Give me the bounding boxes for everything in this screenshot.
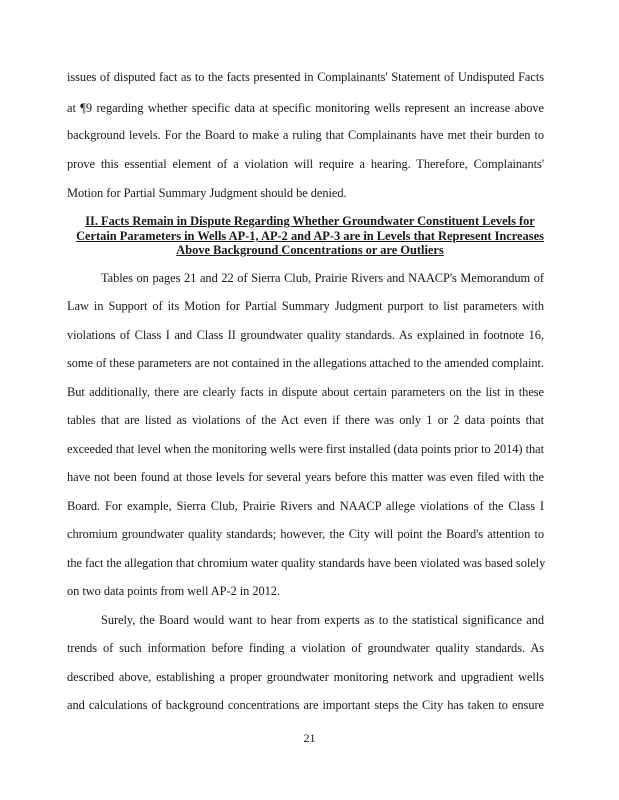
text-line: Tables on pages 21 and 22 of Sierra Club, Prairie Rivers and NAACP's Memorandum of <box>101 271 544 285</box>
text-line: violations of Class I and Class II groundwater quality standards. As explained in footnote 16, <box>67 328 544 342</box>
text-line: exceeded that level when the monitoring wells were first installed (data points prior to 2014) that <box>67 442 544 456</box>
text-line: Motion for Partial Summary Judgment should be denied. <box>67 186 347 200</box>
text-line: Surely, the Board would want to hear from experts as to the statistical significance and <box>101 613 544 627</box>
text-line: But additionally, there are clearly facts in dispute about certain parameters on the list in these <box>67 385 544 399</box>
text-line: Law in Support of its Motion for Partial Summary Judgment purport to list parameters with <box>67 299 544 313</box>
section-heading: Certain Parameters in Wells AP-1, AP-2 and AP-3 are in Levels that Represent Increases <box>76 229 544 243</box>
text-line: some of these parameters are not contained in the allegations attached to the amended complaint. <box>67 356 544 370</box>
text-line: background levels. For the Board to make a ruling that Complainants have met their burden to <box>67 128 544 142</box>
text-line: on two data points from well AP-2 in 2012. <box>67 584 280 598</box>
page-number: 21 <box>303 731 316 745</box>
text-line: the fact the allegation that chromium water quality standards have been violated was based solely <box>67 556 546 570</box>
section-heading: Above Background Concentrations or are Outliers <box>176 243 444 257</box>
text-line: tables that are listed as violations of the Act even if there was only 1 or 2 data points that <box>67 413 544 427</box>
text-line: prove this essential element of a violation will require a hearing. Therefore, Complainants' <box>67 157 544 171</box>
text-line: have not been found at those levels for several years before this matter was even filed with the <box>67 470 544 484</box>
text-line: at ¶9 regarding whether specific data at specific monitoring wells represent an increase above <box>67 101 544 115</box>
text-line: issues of disputed fact as to the facts presented in Complainants' Statement of Undisputed Facts <box>67 70 544 84</box>
text-line: and calculations of background concentrations are important steps the City has taken to ensure <box>67 698 544 712</box>
section-heading: II. Facts Remain in Dispute Regarding Whether Groundwater Constituent Levels for <box>85 214 535 228</box>
text-line: described above, establishing a proper groundwater monitoring network and upgradient wells <box>67 670 544 684</box>
text-line: trends of such information before finding a violation of groundwater quality standards. As <box>67 641 544 655</box>
text-line: Board. For example, Sierra Club, Prairie Rivers and NAACP allege violations of the Class I <box>67 499 544 513</box>
text-line: chromium groundwater quality standards; however, the City will point the Board's attention to <box>67 527 544 541</box>
